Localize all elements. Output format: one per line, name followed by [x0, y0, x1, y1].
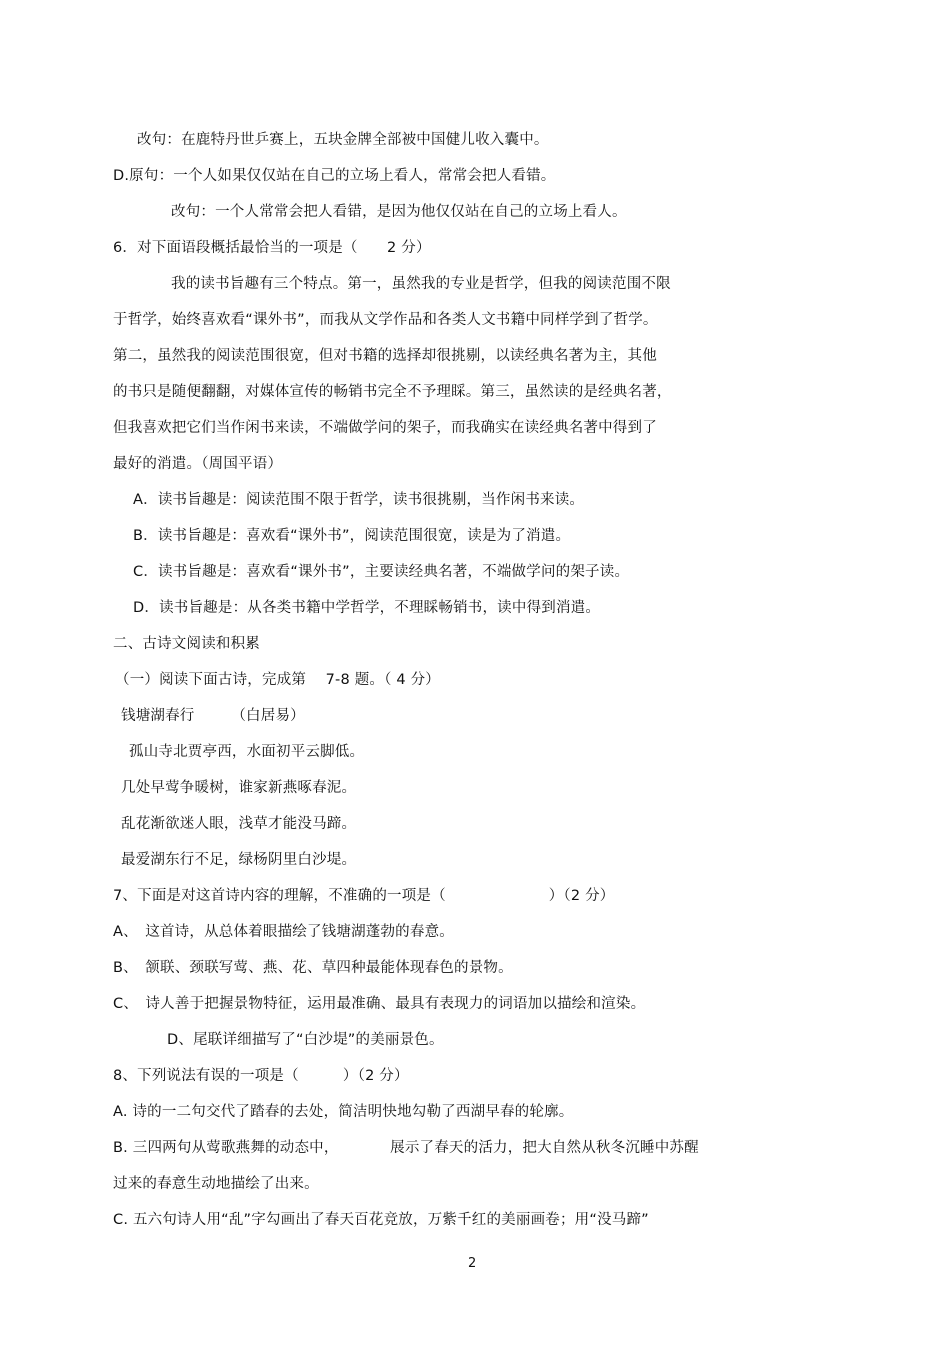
passage-line: 最好的消遣。（周国平语）: [113, 456, 283, 472]
poem-title: 钱塘湖春行 （白居易）: [121, 708, 305, 724]
q8-option-b-continued: 过来的春意生动地描绘了出来。: [113, 1176, 319, 1192]
q7-option-c: C、 诗人善于把握景物特征，运用最准确、最具有表现力的词语加以描绘和渲染。: [113, 996, 646, 1012]
section-heading: 二、古诗文阅读和积累: [113, 636, 260, 652]
passage-line: 但我喜欢把它们当作闲书来读，不端做学问的架子，而我确实在读经典名著中得到了: [113, 420, 657, 436]
q6-option-a: A．读书旨趣是：阅读范围不限于哲学，读书很挑剔，当作闲书来读。: [133, 492, 585, 508]
q7-option-d: D、尾联详细描写了“白沙堤”的美丽景色。: [167, 1032, 444, 1048]
poem-line: 最爱湖东行不足，绿杨阴里白沙堤。: [121, 852, 357, 868]
answer-option-d-revised: 改句：一个人常常会把人看错，是因为他仅仅站在自己的立场上看人。: [171, 204, 627, 220]
answer-option-d-original: D.原句：一个人如果仅仅站在自己的立场上看人，常常会把人看错。: [113, 168, 556, 184]
q6-option-d: D．读书旨趣是：从各类书籍中学哲学，不理睬畅销书，读中得到消遣。: [133, 600, 601, 616]
poem-line: 乱花渐欲迷人眼，浅草才能没马蹄。: [121, 816, 357, 832]
answer-option-c-revised: 改句：在鹿特丹世乒赛上，五块金牌全部被中国健儿收入囊中。: [137, 132, 549, 148]
q7-option-b: B、 颔联、颈联写莺、燕、花、草四种最能体现春色的景物。: [113, 960, 513, 976]
q6-option-c: C．读书旨趣是：喜欢看“课外书”，主要读经典名著，不端做学问的架子读。: [133, 564, 630, 580]
q8-option-a: A. 诗的一二句交代了踏春的去处，简洁明快地勾勒了西湖早春的轮廓。: [113, 1104, 574, 1120]
q6-option-b: B．读书旨趣是：喜欢看“课外书”，阅读范围很宽，读是为了消遣。: [133, 528, 571, 544]
question-6: 6．对下面语段概括最恰当的一项是（ 2 分）: [113, 240, 431, 256]
q8-option-c: C. 五六句诗人用“乱”字勾画出了春天百花竞放，万紫千红的美丽画卷；用“没马蹄”: [113, 1212, 649, 1228]
q7-option-a: A、 这首诗，从总体着眼描绘了钱塘湖蓬勃的春意。: [113, 924, 454, 940]
page-number: 2: [468, 1256, 477, 1271]
poem-line: 孤山寺北贾亭西，水面初平云脚低。: [129, 744, 365, 760]
passage-line: 于哲学，始终喜欢看“课外书”，而我从文学作品和各类人文书籍中同样学到了哲学。: [113, 312, 658, 328]
passage-line: 的书只是随便翻翻，对媒体宣传的畅销书完全不予理睬。第三，虽然读的是经典名著，: [113, 384, 672, 400]
poem-line: 几处早莺争暖树，谁家新燕啄春泥。: [121, 780, 357, 796]
passage-line: 我的读书旨趣有三个特点。第一，虽然我的专业是哲学，但我的阅读范围不限: [171, 276, 671, 292]
subsection-instruction: （一）阅读下面古诗，完成第 7-8 题。（ 4 分）: [115, 672, 440, 688]
question-8: 8、下列说法有误的一项是（ ）（2 分）: [113, 1068, 409, 1084]
question-7: 7、下面是对这首诗内容的理解，不准确的一项是（ ）（2 分）: [113, 888, 615, 904]
passage-line: 第二，虽然我的阅读范围很宽，但对书籍的选择却很挑剔，以读经典名著为主，其他: [113, 348, 657, 364]
q8-option-b: B. 三四两句从莺歌燕舞的动态中， 展示了春天的活力，把大自然从秋冬沉睡中苏醒: [113, 1140, 699, 1156]
